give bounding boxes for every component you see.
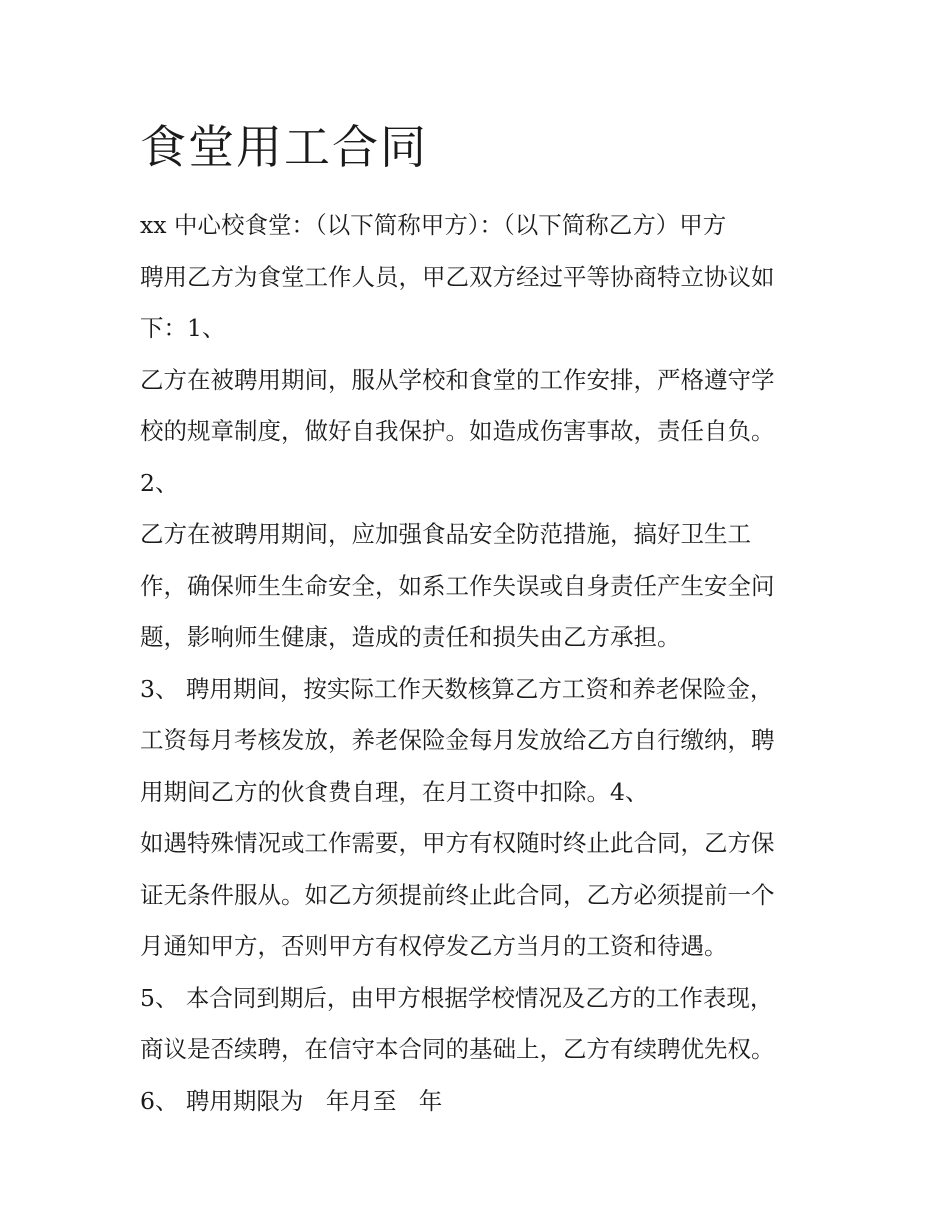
body-line: 聘用乙方为食堂工作人员，甲乙双方经过平等协商特立协议如 [140, 262, 775, 291]
document-title: 食堂用工合同 [140, 120, 428, 174]
body-line: 证无条件服从。如乙方须提前终止此合同，乙方必须提前一个 [140, 880, 775, 909]
body-line: 作，确保师生生命安全，如系工作失误或自身责任产生安全问 [140, 571, 775, 600]
body-line: 乙方在被聘用期间，应加强食品安全防范措施，搞好卫生工 [140, 520, 751, 548]
document-page [140, 112, 812, 1127]
body-line: 题，影响师生健康，造成的责任和损失由乙方承担。 [140, 623, 681, 651]
body-line: 校的规章制度，做好自我保护。如造成伤害事故，责任自负。 [140, 417, 775, 445]
body-line: 6、 聘用期限为 年月至 年 [140, 1086, 443, 1115]
body-line: 商议是否续聘，在信守本合同的基础上，乙方有续聘优先权。 [140, 1035, 775, 1063]
body-line: 如遇特殊情况或工作需要，甲方有权随时终止此合同，乙方保 [140, 829, 775, 857]
body-line: 月通知甲方，否则甲方有权停发乙方当月的工资和待遇。 [140, 932, 728, 960]
body-line: 2、 [140, 468, 179, 497]
document-body [140, 200, 812, 1127]
body-line: 3、 聘用期间，按实际工作天数核算乙方工资和养老保险金， [140, 674, 774, 703]
body-line: xx 中心校食堂：（以下简称甲方）：（以下简称乙方）甲方 [140, 211, 727, 239]
body-line: 5、 本合同到期后，由甲方根据学校情况及乙方的工作表现， [140, 983, 774, 1012]
body-line: 工资每月考核发放，养老保险金每月发放给乙方自行缴纳，聘 [140, 726, 775, 754]
body-line: 乙方在被聘用期间，服从学校和食堂的工作安排，严格遵守学 [140, 365, 775, 394]
body-line: 下：1、 [140, 314, 226, 342]
body-line: 用期间乙方的伙食费自理，在月工资中扣除。4、 [140, 777, 649, 806]
